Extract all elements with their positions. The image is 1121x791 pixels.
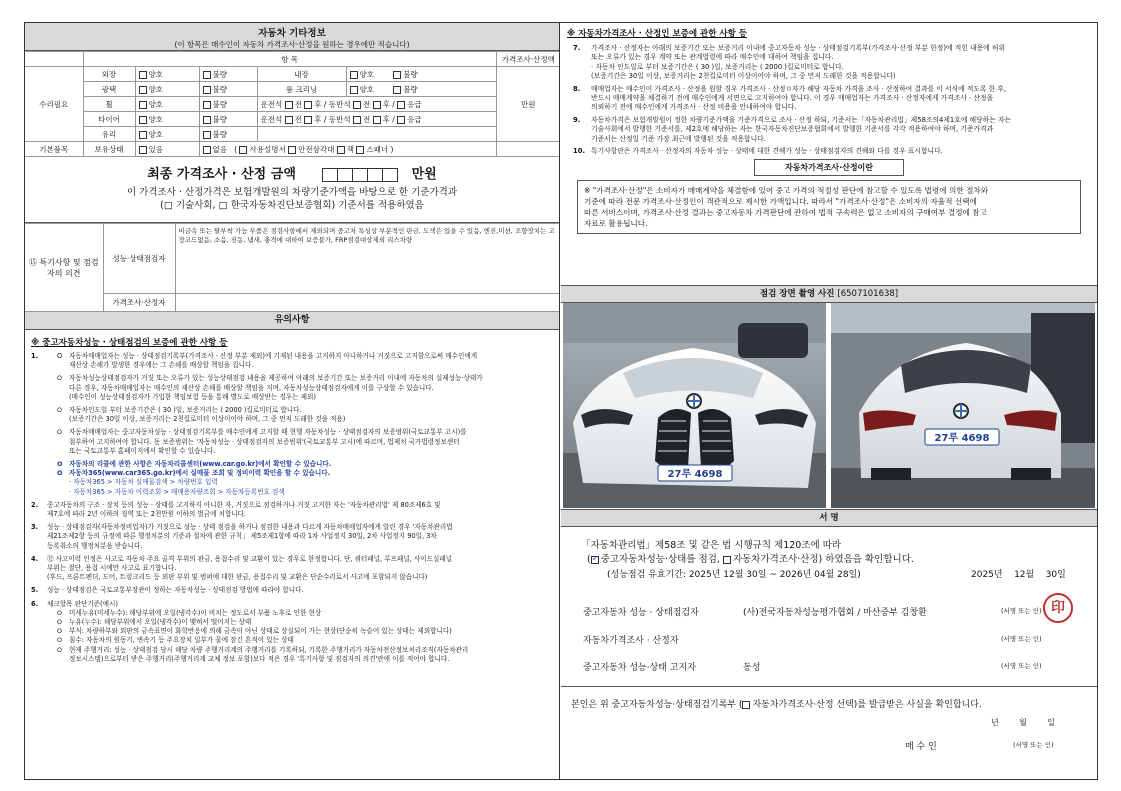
note-line: 반드시 매매계약을 체결하기 전에 매수인에게 서면으로 고지하여야 합니다. 이 경우 매매업자는 가격조사 · 산정자에게 가격조사 · 산정을 bbox=[591, 94, 994, 103]
issue-year: 년 bbox=[991, 718, 999, 727]
manual-label: 사용설명서 bbox=[249, 144, 286, 154]
wheel-pass-rear-checkbox[interactable] bbox=[373, 101, 381, 109]
note-line: 특기사항란은 가격조사 · 산정자의 자동차 성능 · 상태에 대한 견해가 성능 · 상태점검자의 견해와 다를 경우 표시합니다. bbox=[591, 147, 943, 156]
price-digit-box[interactable] bbox=[352, 168, 368, 182]
photo-header bbox=[561, 285, 1097, 303]
wheel-good-checkbox[interactable] bbox=[139, 101, 147, 109]
wheel-driver-rear-checkbox[interactable] bbox=[304, 101, 312, 109]
note-line: 자동차가격은 보험개발원이 정한 차량기준가액을 기준가격으로 조사 · 산정 하되, 기준서는「자동차관리법」제58조의4제1호에 해당하는 자는 bbox=[591, 115, 1012, 124]
good-label: 양호 bbox=[148, 129, 163, 139]
notifier-name: 동성 bbox=[743, 663, 761, 673]
yes-label: 있음 bbox=[148, 144, 163, 154]
opinion-label: ⑮ 특기사항 및 점검자의 의견 bbox=[25, 224, 103, 312]
inspector-seal-label: (서명 또는 인) bbox=[1001, 607, 1042, 615]
notifier-role: 중고자동차 성능·상태 고지자 bbox=[583, 663, 696, 673]
note-line: 제7호에 따라 2년 이하의 징역 또는 2천만원 이하의 벌금에 처합니다. bbox=[47, 510, 247, 519]
performance-check-checkbox[interactable] bbox=[591, 556, 599, 564]
final-price-title: 최종 가격조사 · 산정 금액 bbox=[147, 167, 296, 182]
car365-link[interactable]: O 자동차365(www.car365.go.kr)에서 실매물 조회 및 정비이력 확인을 할 수 있습니다. bbox=[25, 469, 559, 478]
note-3: 3. 성능 · 상태점검자(자동차정비업자)가 거짓으로 성능 · 상태 점검을 하거나 점검한 내용과 다르게 자동차매매업자에게 알린 경우 '자동차관리법 bbox=[31, 523, 453, 532]
issue-confirmation bbox=[561, 687, 1097, 779]
final-price-desc bbox=[25, 186, 559, 212]
col-item: 항 목 bbox=[83, 52, 496, 67]
note-9: 9. 자동차가격은 보험개발원이 정한 차량기준가액을 기준가격으로 조사 · 산정 하되, 기준서는「자동차관리법」제58조의4제1호에 해당하는 자는 기술사회에서 발행한 기준서를, 제2호에 해당하는 자는 한국자동차진단보증협회에서 발행한 기준서를 각각 적용하여야 하며, 기준가격과 기준서는 산정일 기준 가장 최근에 발행된 것을 적용합니다. bbox=[567, 116, 1091, 144]
bad-label: 불량 bbox=[212, 129, 227, 139]
tire-good-checkbox[interactable] bbox=[139, 116, 147, 124]
row-tire: 타이어 bbox=[83, 112, 135, 127]
record-page bbox=[24, 22, 1098, 780]
tire-pass-front-checkbox[interactable] bbox=[353, 116, 361, 124]
note-line: 기준서는 산정일 기준 가장 최근에 발행된 것을 적용합니다. bbox=[591, 134, 766, 143]
note-line: 성능 · 상태점검자(자동차정비업자)가 거짓으로 성능 · 상태 점검을 하거나 점검한 내용과 다르게 자동차매매업자에게 알린 경우 '자동차관리법 bbox=[47, 523, 453, 532]
row-wheel: 휠 bbox=[83, 97, 135, 112]
row-interior: 내장 bbox=[257, 67, 346, 82]
bad-label: 불량 bbox=[403, 69, 418, 79]
note-line: O 자동차매매업자는 중고자동차성능 · 상태점검기록부를 매수인에게 고지할 때 현행 자동차성능 · 상태점검자의 보증범위(국토교통부 고시)를 bbox=[25, 428, 559, 437]
note-line: 중고자동차의 구조 · 장치 등의 성능 · 상태를 고지하지 아니한 자, 거짓으로 점검하거나 거짓 고지한 자는 '자동차관리법' 제 80조제6호 및 bbox=[47, 500, 441, 509]
note-line: 가격조사 · 산정자는 아래의 보증기간 또는 보증거리 이내에 중고자동차 성능 · 상태점검기록부(가격조사·산정 부분 한정)에 적힌 내용에 허위 bbox=[591, 44, 1006, 52]
price-inspector-opinion[interactable] bbox=[175, 294, 559, 312]
bad-label: 불량 bbox=[212, 84, 227, 94]
row-room-clean: 룸 크리닝 bbox=[257, 82, 346, 97]
notes-body bbox=[25, 336, 559, 664]
row-glass: 유리 bbox=[83, 127, 135, 142]
issue-price-checkbox[interactable] bbox=[742, 701, 750, 709]
tire-driver-rear-checkbox[interactable] bbox=[304, 116, 312, 124]
wheel-emergency-checkbox[interactable] bbox=[397, 101, 405, 109]
inspector-role: 중고자동차 성능 · 상태점검자 bbox=[583, 608, 699, 618]
gloss-bad-checkbox[interactable] bbox=[203, 86, 211, 94]
spanner-checkbox[interactable] bbox=[356, 146, 364, 154]
price-check-checkbox[interactable] bbox=[723, 556, 731, 564]
spanner-label: 스패너 bbox=[366, 144, 389, 154]
tire-driver-front-checkbox[interactable] bbox=[285, 116, 293, 124]
note-num: 1. bbox=[31, 352, 39, 360]
note-line: O 자동차성능상태점검자가 거짓 또는 오류가 있는 성능상태점검 내용을 제공하여 아래의 보증기간 또는 보증거리 이내에 자동차의 실제성능·상태가 bbox=[25, 374, 559, 383]
buyer-label: 매 수 인 bbox=[905, 742, 937, 752]
note-line: 체크항목 판단기준(예시) bbox=[47, 599, 118, 608]
front-label: 전 bbox=[362, 99, 371, 109]
note-7: 7. 가격조사 · 산정자는 아래의 보증기간 또는 보증거리 이내에 중고자동차 성능 · 상태점검기록부(가격조사·산정 부분 한정)에 적힌 내용에 허위 또는 오류가 있는 경우 계약 또는 관계법령에 따라 매수인에 대하여 책임을 집니다. · 자동차 인도일로 부터 보증기간은 ( 30 )일, 보증거리는 ( 2000 )킬로미터로 합니다. (보증기간은 30일 이상, 보증거리는 2천킬로미터 이상이어야 하며, 그 중 먼저 도래한 것을 적용합니다) bbox=[567, 44, 1091, 82]
issue-text-b: 자동차가격조사·산정 선택)를 발급받은 사실을 확인합니다. bbox=[752, 700, 982, 710]
bad-label: 불량 bbox=[212, 99, 227, 109]
rear-plate: 27루 4698 bbox=[934, 433, 990, 444]
driver-seat-label: 운전석 bbox=[260, 99, 283, 109]
other-info-header bbox=[25, 23, 559, 51]
note-line: O 미세누유(미세누수): 해당부위에 오일(냉각수)이 비치는 정도로서 부품 노후로 인한 현상 bbox=[25, 609, 559, 618]
note-line: O 부식: 차량하부와 외판의 금속표면이 화학반응에 의해 금속이 아닌 상태로 상실되어 가는 현상(단순히 녹슬어 있는 상태는 제외합니다) bbox=[25, 627, 559, 636]
car-front-image bbox=[563, 303, 826, 508]
good-label: 양호 bbox=[148, 84, 163, 94]
price-digit-box[interactable] bbox=[367, 168, 383, 182]
good-label: 양호 bbox=[359, 69, 374, 79]
issue-date bbox=[991, 717, 1055, 728]
car-rear-image bbox=[831, 303, 1095, 508]
bad-label: 불량 bbox=[212, 69, 227, 79]
price-notes-title: ※ 자동차가격조사 · 산정인 보증에 관한 사항 등 bbox=[567, 29, 748, 39]
car365-path-1: · 자동차365 > 자동차 실매물검색 > 차량번호 입력 bbox=[69, 478, 218, 487]
car365-path-2: · 자동차365 > 자동차 이력조회 > 매매용자량조회 > 자동차등록번호 검색 bbox=[69, 487, 285, 496]
front-label: 전 bbox=[294, 114, 302, 124]
sign-line2: (✓ 중고자동차성능·상태를 점검, 자동차가격조사·산정) 하였음을 확인합니다. bbox=[587, 551, 914, 565]
wheel-driver-front-checkbox[interactable] bbox=[285, 101, 293, 109]
note-6: 6. 체크항목 판단기준(예시) bbox=[31, 599, 118, 608]
signature-header: 서 명 bbox=[561, 509, 1097, 527]
note-line: (후드, 프론트펜더, 도어, 트렁크리드 등 외판 부위 및 범퍼에 대한 판금, 용접수리 및 교환은 단순수리로서 사고에 포함되지 않습니다) bbox=[47, 573, 428, 582]
price-digit-box[interactable] bbox=[382, 168, 398, 182]
possession-no-checkbox[interactable] bbox=[203, 146, 211, 154]
buyer-seal-label: (서명 또는 인) bbox=[1013, 741, 1054, 749]
good-label: 양호 bbox=[148, 69, 163, 79]
other-info-table: 항 목 가격조사·산정액 수리필요 외장 양호 불량 내장 양호 불량 만원 광택 양호 불량 룸 크리닝 양호 불량 휠 양호 불량 운전석 전 후 / 동반석 전 후 / 응급 타이어 양호 불량 운전석 전 후 / 동반석 전 후 / 응급 유리 양호 불량 기본품목 보유상태 있음 없음 ( 사용설명서 안전삼각대 잭 스패너 ) bbox=[25, 51, 560, 157]
triangle-label: 안전삼각대 bbox=[298, 144, 335, 154]
manual-checkbox[interactable] bbox=[239, 146, 247, 154]
price-inspector-label: 가격조사·산정자 bbox=[103, 294, 175, 312]
tire-pass-rear-checkbox[interactable] bbox=[373, 116, 381, 124]
front-label: 전 bbox=[362, 114, 371, 124]
final-price-section bbox=[25, 163, 559, 223]
car-rear-photo bbox=[831, 303, 1095, 508]
other-info-title: 자동차 기타정보 bbox=[258, 28, 326, 39]
issue-day: 일 bbox=[1047, 718, 1055, 727]
note-2: 2. 중고자동차의 구조 · 장치 등의 성능 · 상태를 고지하지 아니한 자, 거짓으로 점검하거나 거짓 고지한 자는 '자동차관리법' 제 80조제6호 및 bbox=[31, 500, 441, 509]
rear-label: 후 bbox=[382, 114, 390, 124]
note-line: 성능 · 상태점검은 국토교통부장관이 정하는 자동차성능 · 상태점검 방법에 따라야 합니다. bbox=[47, 586, 304, 595]
inspector-label: 성능·상태점검자 bbox=[103, 224, 175, 294]
validity-period: (성능점검 유효기간: 2025년 12월 30일 ~ 2026년 04월 28일) bbox=[607, 570, 861, 580]
room-good-checkbox[interactable] bbox=[350, 86, 358, 94]
sign-line1: 「자동차관리법」제58조 및 같은 법 시행규칙 제120조에 따라 bbox=[581, 540, 842, 551]
sign-date bbox=[971, 567, 1066, 580]
note-8: 8. 매매업자는 매수인이 가격조사 · 산정을 원할 경우 가격조사 · 산정ㅇ자가 해당 자동차 가격을 조사 · 산정하여 결과를 이 서식에 적도록 한 후, 반드시 매매계약을 체결하기 전에 매수인에게 서면으로 고지하여야 합니다. 이 경우 매매업자는 가격조사 · 산정자에게 가격조사 · 산정을 의뢰하기 전에 매수인에게 가격조사 · 산정 비용을 안내하여야 합니다. bbox=[567, 85, 1091, 113]
opinion-table bbox=[25, 223, 559, 312]
def-line: 자료로 활용됩니다. bbox=[584, 219, 648, 229]
def-line: ※ "가격조사·산정"은 소비자가 매매계약을 체결함에 있어 중고 가격의 적절성 판단에 참고할 수 있도록 법령에 의한 절차와 bbox=[584, 186, 989, 196]
good-label: 양호 bbox=[148, 99, 163, 109]
other-info-subtitle: (이 항목은 매수인이 자동차 가격조사·산정을 원하는 경우에만 적습니다) bbox=[174, 40, 410, 49]
note-line: 제21조제2항 등의 규정에 따른 행정처분의 기준과 절차에 관한 규칙」 제5조제1항에 따라 1차 사업정지 30일, 2차 사업정지 90일, 3차 bbox=[47, 532, 437, 541]
gloss-good-checkbox[interactable] bbox=[139, 86, 147, 94]
bad-label: 불량 bbox=[403, 84, 418, 94]
note-4: 4. ⑫ 사고이력 인정은 사고로 자동차 주요 골격 부위의 판금, 용접수리 및 교환이 있는 경우로 한정합니다. 단, 쿼터패널, 루프패널, 사이드실패널 bbox=[31, 554, 453, 563]
date-day: 30일 bbox=[1045, 570, 1066, 580]
note-line: 재산상 손해가 발생한 경우에는 그 손해를 배상할 책임을 집니다. bbox=[69, 361, 254, 370]
note-line: 등록취소의 행정처분을 받습니다. bbox=[47, 541, 143, 550]
passenger-label: 동반석 bbox=[328, 99, 351, 109]
price-notes bbox=[561, 23, 1097, 234]
note-line: (보증기간은 30일 이상, 보증거리는 2천킬로미터 이상이어야 하며, 그 중 먼저 도래한 것을 적용) bbox=[69, 415, 346, 424]
date-year: 2025년 bbox=[971, 570, 1003, 580]
right-column bbox=[561, 23, 1097, 779]
wheel-pass-front-checkbox[interactable] bbox=[353, 101, 361, 109]
triangle-checkbox[interactable] bbox=[288, 146, 296, 154]
note-line: 기술사회에서 발행한 기준서를, 제2호에 해당하는 자는 한국자동차진단보증협회에서 발행한 기준서를 각각 적용하여야 하며, 기준가격과 bbox=[591, 125, 994, 134]
driver-seat-label: 운전석 bbox=[260, 114, 283, 124]
final-price-line bbox=[25, 163, 559, 182]
note-line: 자동차매매업자는 성능 · 상태점검기록부(가격조사 · 산정 부분 제외)에 기재된 내용을 고지하지 아니하거나 거짓으로 고지함으로써 매수인에게 bbox=[69, 352, 478, 360]
def-line: 따른 서비스이며, 가격조사·산정 결과는 중고자동차 가격판단에 관하여 법적 구속력은 없고 소비자의 구매여부 결정에 참고 bbox=[584, 208, 987, 218]
price-role: 자동차가격조사 · 산정자 bbox=[583, 636, 679, 646]
note-line: O 자동차인도일 부터 보증기간은 ( 30 )일, 보증거리는 ( 2000 )킬로미터로 합니다. bbox=[25, 406, 559, 415]
interior-good-checkbox[interactable] bbox=[350, 71, 358, 79]
row-exterior: 외장 bbox=[83, 67, 135, 82]
notes-header: 유의사항 bbox=[25, 312, 559, 330]
emergency-label: 응급 bbox=[407, 114, 422, 124]
sign-line2a: 중고자동차성능·상태를 점검, bbox=[600, 554, 720, 565]
wheel-bad-checkbox[interactable] bbox=[203, 101, 211, 109]
glass-bad-checkbox[interactable] bbox=[203, 131, 211, 139]
note-line: (매수인이 성능상태점검자가 가입한 책임보험 등을 통해 별도로 배상받는 경우는 제외) bbox=[69, 392, 316, 401]
def-line: 기준에 따라 전문 가격조사·산정인이 객관적으로 제시한 가액입니다. 따라서 "가격조사·산정"은 소비자의 자율적 선택에 bbox=[584, 197, 977, 207]
note-line: 또는 오류가 있는 경우 계약 또는 관계법령에 따라 매수인에 대하여 책임을 집니다. bbox=[591, 53, 834, 62]
inspector-name: (사)전국자동차성능평가협회 / 마산중부 김창환 bbox=[743, 608, 927, 618]
note-10: 10. 특기사항란은 가격조사 · 산정자의 자동차 성능 · 상태에 대한 견해가 성능 · 상태점검자의 견해와 다를 경우 표시합니다. bbox=[567, 147, 1091, 156]
inspector-seal-stamp: 印 bbox=[1043, 593, 1073, 623]
jack-checkbox[interactable] bbox=[337, 146, 345, 154]
possession-label: 보유상태 bbox=[83, 142, 135, 157]
rear-label: 후 bbox=[314, 99, 322, 109]
signature-section bbox=[561, 527, 1097, 687]
note-line: 또는 국토교통부 홈페이지에서 확인할 수 있습니다. bbox=[69, 446, 216, 455]
notes-title: ※ 중고자동차성능 · 상태점검의 보증에 관한 사항 등 bbox=[31, 338, 228, 348]
col-price: 가격조사·산정액 bbox=[496, 52, 560, 67]
car-front-photo bbox=[563, 303, 826, 508]
jack-label: 잭 bbox=[346, 144, 354, 154]
note-1 bbox=[25, 352, 559, 361]
front-label: 전 bbox=[294, 99, 302, 109]
note-line: 첨부하여 고지하여야 합니다. 동 보증범위는 '자동차성능 · 상태점검자의 보증범위'(국토교통부 고시)에 따르며, 법제처 국가법령정보센터 bbox=[69, 437, 460, 446]
tire-bad-checkbox[interactable] bbox=[203, 116, 211, 124]
no-label: 없음 bbox=[212, 144, 227, 154]
passenger-label: 동반석 bbox=[328, 114, 351, 124]
note-line: O 누유(누수): 해당부위에서 오일(냉각수)이 맺혀서 떨어지는 상태 bbox=[25, 618, 559, 627]
inspector-opinion: 비금속 또는 탈부착 가능 부품은 점검사항에서 제외되며 중고차 특성상 부분적인 판금, 도색은 있을 수 있음, 엔진,미션, 조향장치는 고장코드없음, 소음, 진동, 냄새, 충격에 대하여 보증불가, FRP점검대상제외 리스차량 bbox=[175, 224, 559, 294]
note-line: (보증기간은 30일 이상, 보증거리는 2천킬로미터 이상이어야 하며, 그 중 먼저 도래한 것을 적용합니다) bbox=[591, 72, 896, 81]
room-bad-checkbox[interactable] bbox=[393, 86, 401, 94]
final-price-line2: (□ 기술사회, □ 한국자동차진단보증협회) 기준서를 적용하였음 bbox=[160, 200, 424, 211]
price-digit-box[interactable] bbox=[322, 168, 338, 182]
bad-label: 불량 bbox=[212, 114, 227, 124]
note-line: 부위는 절단, 용접 시에만 사고로 표기합니다. bbox=[47, 564, 177, 573]
rear-label: 후 bbox=[382, 99, 390, 109]
bullet: O bbox=[57, 352, 63, 360]
front-plate: 27루 4698 bbox=[667, 469, 723, 480]
rear-label: 후 bbox=[314, 114, 322, 124]
exterior-bad-checkbox[interactable] bbox=[203, 71, 211, 79]
issue-line bbox=[571, 697, 982, 710]
note-line: O 침수: 자동차의 원동기, 변속기 등 주요장치 일부가 물에 잠긴 흔적이 있는 상태 bbox=[25, 636, 559, 645]
final-price-line1: 이 가격조사 · 산정가격은 보험개발원의 차량기준가액을 바탕으로 한 기준가격과 bbox=[126, 187, 458, 198]
note-line: O 현재 주행거리: 성능 · 상태점검 당시 해당 차량 주행거리계의 주행거리를 기록하되, 기록한 주행거리가 자동차전산정보처리조직(자동차관리 bbox=[25, 646, 559, 655]
good-label: 양호 bbox=[359, 84, 374, 94]
price-seal-label: (서명 또는 인) bbox=[1001, 635, 1042, 643]
note-line: 다른 경우, 자동차매매업자는 매수인의 재산상 손해를 배상할 책임을 지며, 자동차성능상태점검자에게 이를 구상할 수 있습니다. bbox=[69, 383, 434, 392]
note-5: 5. 성능 · 상태점검은 국토교통부장관이 정하는 자동차성능 · 상태점검 방법에 따라야 합니다. bbox=[31, 586, 304, 595]
emergency-label: 응급 bbox=[407, 99, 422, 109]
row-gloss: 광택 bbox=[83, 82, 135, 97]
definition-title: 자동차가격조사·산정이란 bbox=[754, 159, 904, 176]
left-column bbox=[25, 23, 560, 779]
note-line: 매매업자는 매수인이 가격조사 · 산정을 원할 경우 가격조사 · 산정ㅇ자가 해당 자동차 가격을 조사 · 산정하여 결과를 이 서식에 적도록 한 후, bbox=[591, 84, 1007, 93]
repair-label: 수리필요 bbox=[25, 67, 83, 142]
possession-yes-checkbox[interactable] bbox=[139, 146, 147, 154]
note-line: 의뢰하기 전에 매수인에게 가격조사 · 산정 비용을 안내하여야 합니다. bbox=[591, 103, 797, 112]
photo-title: 점검 장면 촬영 사진 bbox=[759, 289, 835, 299]
issue-month: 월 bbox=[1019, 718, 1027, 727]
issue-text-a: 본인은 위 중고자동차성능·상태점검기록부 ( bbox=[571, 700, 743, 710]
photo-id: [6507101638] bbox=[837, 289, 899, 299]
definition-box bbox=[577, 180, 1081, 234]
tire-emergency-checkbox[interactable] bbox=[397, 116, 405, 124]
note-line: ⑫ 사고이력 인정은 사고로 자동차 주요 골격 부위의 판금, 용접수리 및 교환이 있는 경우로 한정합니다. 단, 쿼터패널, 루프패널, 사이드실패널 bbox=[47, 554, 453, 563]
exterior-good-checkbox[interactable] bbox=[139, 71, 147, 79]
interior-bad-checkbox[interactable] bbox=[393, 71, 401, 79]
recall-link[interactable]: O 자동차의 리콜에 관한 사항은 자동차리콜센터(www.car.go.kr)에서 확인할 수 있습니다. bbox=[25, 460, 559, 469]
note-line: 정보시스템)으로부터 받은 주행거리(주행거리계 교체 정보 포함)보다 적은 경우 '특기사항 및 점검자의 의견'란에 이를 적어야 합니다. bbox=[69, 654, 450, 663]
note-line: · 자동차 인도일로 부터 보증기간은 ( 30 )일, 보증거리는 ( 2000 )킬로미터로 합니다. bbox=[591, 62, 844, 71]
glass-good-checkbox[interactable] bbox=[139, 131, 147, 139]
notifier-seal-label: (서명 또는 인) bbox=[1001, 662, 1042, 670]
basic-label: 기본품목 bbox=[25, 142, 83, 157]
final-price-unit: 만원 bbox=[411, 167, 437, 182]
price-digit-box[interactable] bbox=[337, 168, 353, 182]
good-label: 양호 bbox=[148, 114, 163, 124]
price-unit: 만원 bbox=[496, 67, 560, 142]
date-month: 12월 bbox=[1014, 570, 1035, 580]
sign-line2b: 자동차가격조사·산정) 하였음을 확인합니다. bbox=[732, 554, 914, 565]
